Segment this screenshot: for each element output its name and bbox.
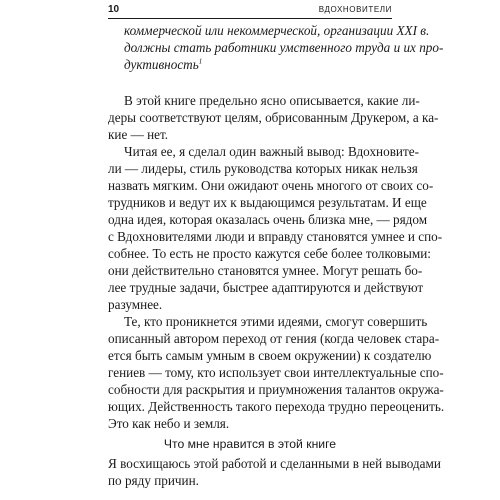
paragraph-line: одна идея, которая оказалась очень близка мне, — рядом — [108, 212, 428, 227]
paragraph-line: по ряду причин. — [108, 473, 199, 488]
paragraph-line: ющих. Действенность такого перехода трудно переоценить. — [108, 399, 445, 414]
paragraph-line: гениев — тому, кто использует свои интеллектуальные спо- — [108, 365, 444, 380]
paragraph-line: назвать мягким. Они ожидают очень многого от своих со- — [108, 178, 434, 193]
page-number: 10 — [108, 4, 120, 15]
section-heading: Что мне нравится в этой книге — [163, 437, 337, 451]
paragraph-line: Я восхищаюсь этой работой и сделанными в ней выводами — [108, 456, 441, 471]
quote-line — [124, 56, 202, 73]
footnote-marker: 1 — [198, 57, 203, 66]
paragraph-line: разумнее. — [108, 297, 163, 312]
paragraph-line: В этой книге предельно ясно описывается, какие ли- — [124, 93, 420, 108]
paragraph-line: собнее. То есть не просто кажутся себе более толковыми: — [108, 246, 431, 261]
quote-line: должны стать работники умственного труда и их про- — [124, 40, 444, 55]
paragraph-line: Читая ее, я сделал один важный вывод: Вдохновите- — [124, 144, 419, 159]
paragraph-line: Это как небо и земля. — [108, 416, 230, 431]
paragraph-line: кие — нет. — [108, 127, 169, 142]
paragraph-line: ли — лидеры, стиль руководства которых никак нельзя — [108, 161, 418, 176]
paragraph-line: Те, кто проникнется этими идеями, смогут совершить — [124, 314, 428, 329]
quote-line-text: дуктивность — [124, 57, 199, 72]
paragraph-line: деры соответствуют целям, обрисованным Друкером, а ка- — [108, 110, 439, 125]
header-rule — [108, 18, 392, 19]
paragraph-line: собности для раскрытия и приумножения талантов окружа- — [108, 382, 444, 397]
quote-line: коммерческой или некоммерческой, организации XXI в. — [124, 23, 430, 38]
paragraph-line: они действительно становятся умнее. Могут решать бо- — [108, 263, 423, 278]
running-title: ВДОХНОВИТЕЛИ — [318, 5, 392, 14]
paragraph-line: трудников и ведут их к выдающимся результатам. И еще — [108, 195, 427, 210]
paragraph-line: с Вдохновителями люди и вправду становятся умнее и спо- — [108, 229, 443, 244]
paragraph-line: ется быть самым умным в своем окружении) к создателю — [108, 348, 432, 363]
paragraph-line: описанный автором переход от гения (когда человек стара- — [108, 331, 440, 346]
running-header — [108, 4, 392, 16]
paragraph-line: лее трудные задачи, быстрее адаптируются и действуют — [108, 280, 424, 295]
